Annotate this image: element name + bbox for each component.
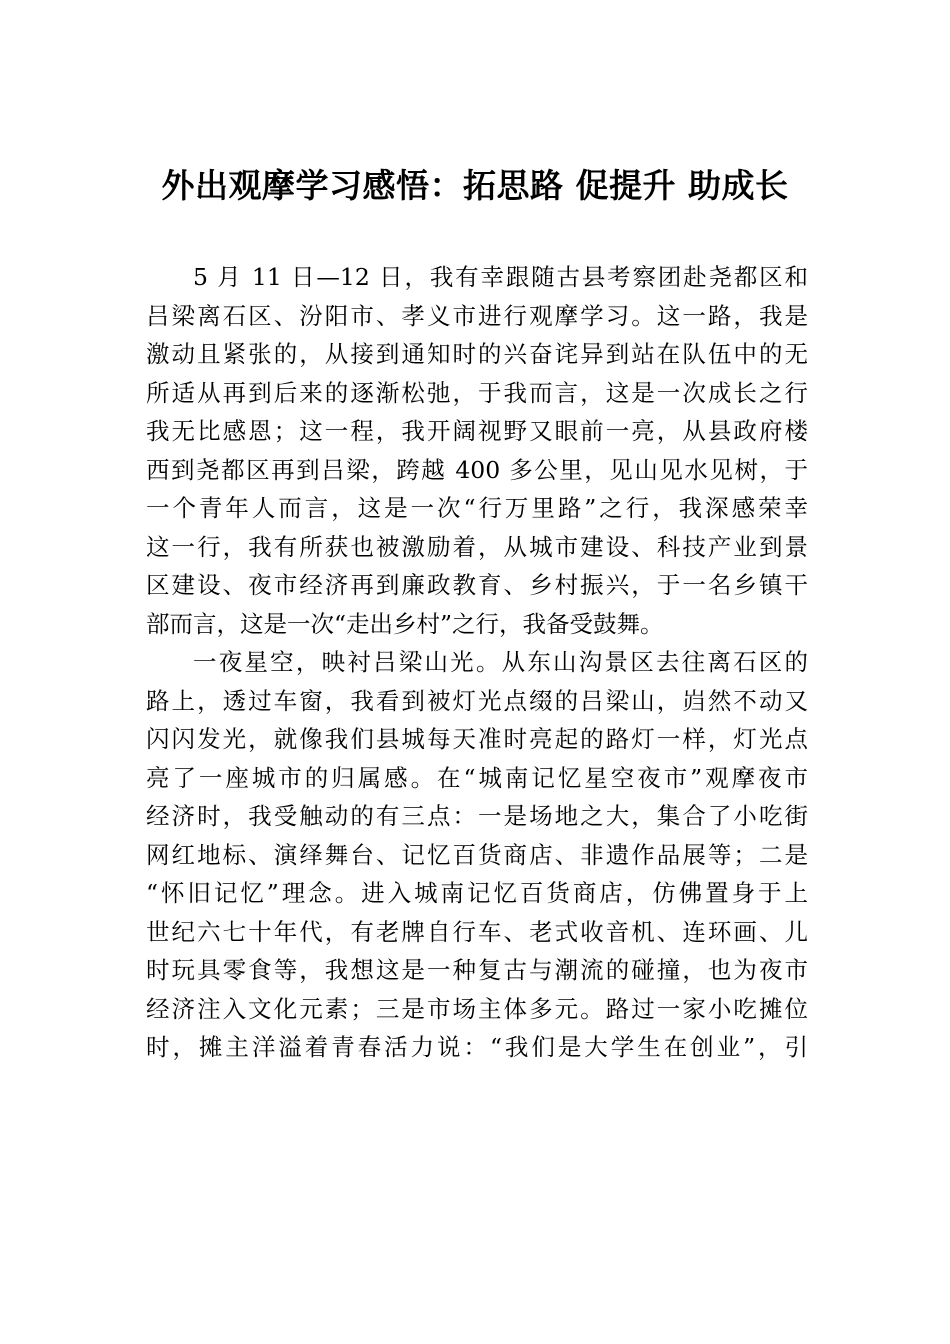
paragraph-line: 所适从再到后来的逐渐松弛，于我而言，这是一次成长之行 (146, 378, 808, 407)
paragraph-line: 时玩具零食等，我想这是一种复古与潮流的碰撞，也为夜市 (146, 956, 808, 984)
paragraph-line: 吕梁离石区、汾阳市、孝义市进行观摩学习。这一路，我是 (146, 301, 808, 330)
paragraph-2 (146, 643, 808, 1067)
paragraph-line: 经济时，我受触动的有三点：一是场地之大，集合了小吃街 (146, 802, 808, 830)
paragraph-line: 闪闪发光，就像我们县城每天准时亮起的路灯一样，灯光点 (146, 725, 808, 753)
paragraph-line: 这一行，我有所获也被激励着，从城市建设、科技产业到景 (146, 532, 808, 561)
paragraph-line: 西到尧都区再到吕梁，跨越 400 多公里，见山见水见树，于 (146, 455, 808, 484)
paragraph-line: 路上，透过车窗，我看到被灯光点缀的吕梁山，岿然不动又 (146, 686, 808, 715)
paragraph-line: 我无比感恩；这一程，我开阔视野又眼前一亮，从县政府楼 (146, 417, 808, 445)
paragraph-line: 5 月 11 日—12 日，我有幸跟随古县考察团赴尧都区和 (193, 263, 808, 291)
document-body (146, 258, 808, 1067)
paragraph-line: 部而言，这是一次“走出乡村”之行，我备受鼓舞。 (146, 609, 664, 638)
paragraph-line: 时，摊主洋溢着青春活力说：“我们是大学生在创业”，引 (146, 1033, 808, 1061)
paragraph-line: 世纪六七十年代，有老牌自行车、老式收音机、连环画、儿 (146, 917, 808, 946)
paragraph-line: 亮了一座城市的归属感。在“城南记忆星空夜市”观摩夜市 (146, 763, 808, 792)
paragraph-line: 经济注入文化元素；三是市场主体多元。路过一家小吃摊位 (146, 994, 808, 1023)
document-title: 外出观摩学习感悟：拓思路 促提升 助成长 (161, 166, 789, 205)
paragraph-line: 一个青年人而言，这是一次“行万里路”之行，我深感荣幸 (146, 494, 808, 522)
paragraph-1 (146, 258, 808, 643)
paragraph-line: 一夜星空，映衬吕梁山光。从东山沟景区去往离石区的 (193, 648, 808, 676)
paragraph-line: “怀旧记忆”理念。进入城南记忆百货商店，仿佛置身于上 (146, 879, 808, 907)
paragraph-line: 激动且紧张的，从接到通知时的兴奋诧异到站在队伍中的无 (146, 340, 808, 368)
paragraph-line: 网红地标、演绎舞台、记忆百货商店、非遗作品展等；二是 (146, 840, 808, 869)
paragraph-line: 区建设、夜市经济再到廉政教育、乡村振兴，于一名乡镇干 (146, 571, 808, 599)
